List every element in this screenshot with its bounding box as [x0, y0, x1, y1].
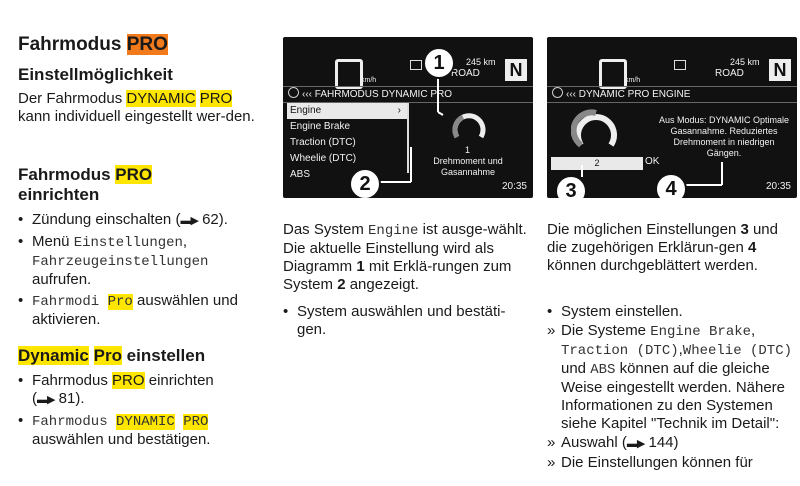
speed-unit: km/h: [361, 77, 377, 84]
display-screen-engine-settings: [547, 37, 797, 198]
subsection-title: Einstellmöglichkeit: [18, 65, 173, 84]
menu-header: ‹‹‹ FAHRMODUS DYNAMIC PRO: [283, 86, 533, 103]
menu-item-traction: Traction (DTC): [290, 137, 356, 148]
result-item: » Die Einstellungen können für: [547, 454, 797, 472]
setup-steps: [18, 211, 268, 329]
speed-unit: km/h: [625, 77, 641, 84]
dynamic-pro-heading: Dynamic Pro einstellen: [18, 346, 206, 365]
range-readout: 245 km: [466, 57, 496, 67]
riding-mode-readout: ROAD: [715, 68, 744, 79]
clock: 20:35: [501, 181, 527, 192]
display-screen-engine-menu: [283, 37, 533, 198]
callout-2: 2: [349, 168, 381, 198]
riding-mode-readout: ROAD: [451, 68, 480, 79]
setup-heading: Fahrmodus PRO einrichten: [18, 165, 153, 204]
system-description: Drehmoment und Gasannahme: [433, 156, 503, 177]
gear-indicator: N: [769, 59, 791, 81]
menu-header: ‹‹‹ DYNAMIC PRO ENGINE: [547, 86, 797, 103]
page-ref-arrow-icon: ▬▶: [626, 438, 645, 450]
page-ref-arrow-icon: ▬▶: [37, 394, 55, 406]
result-item: » Auswahl (▬▶ 144): [547, 434, 797, 453]
intro-paragraph: Der Fahrmodus DYNAMIC PRO kann individuell eingestellt wer-den.: [18, 90, 255, 125]
menu-item-wheelie: Wheelie (DTC): [290, 153, 357, 164]
callout-3: 3: [555, 175, 587, 198]
step-item: • Menü Einstellungen, Fahrzeugeinstellungen aufrufen.: [18, 233, 268, 289]
dynamic-pro-steps: [18, 372, 268, 449]
step-item: • System einstellen.: [547, 303, 797, 321]
settings-paragraph: Die möglichen Einstellungen 3 und die zugehörigen Erklärun-gen 4 können durchgeblättert werden.: [547, 221, 778, 274]
clock: 20:35: [765, 181, 791, 192]
menu-item-abs: ABS: [290, 169, 311, 180]
gauge-value: 1: [465, 145, 471, 155]
callout-4: 4: [655, 173, 687, 198]
step-item: • Fahrmodus DYNAMIC PRO auswählen und bestätigen.: [18, 412, 268, 449]
step-item: • Zündung einschalten (▬▶ 62).: [18, 211, 268, 230]
step-item: • System auswählen und bestäti-gen.: [283, 303, 533, 339]
step-item: • Fahrmodi Pro auswählen und aktivieren.: [18, 292, 268, 329]
ok-label: OK: [645, 156, 660, 167]
menu-item-engine: Engine ›: [287, 103, 407, 119]
setting-explanation: Aus Modus: DYNAMIC Optimale Gasannahme. Reduziertes Drehmoment in niedrigen Gängen.: [658, 115, 790, 158]
callout-1: 1: [423, 47, 455, 79]
setting-selector: 2: [551, 157, 643, 170]
result-item: » Die Systeme Engine Brake, Traction (DTC),Wheelie (DTC) und ABS können auf die gleiche Weise eingestellt werden. Nähere Informationen zu den Systemen siehe Kapitel "Technik im Detail":: [547, 322, 797, 433]
engine-paragraph: Das System Engine ist ausge-wählt. Die aktuelle Einstellung wird als Diagramm 1 mit Erklä-rungen zum System 2 angezeigt.: [283, 221, 527, 293]
page-ref-arrow-icon: ▬▶: [180, 215, 198, 227]
settings-steps: [547, 303, 797, 472]
menu-item-engine-brake: Engine Brake: [290, 121, 351, 132]
gear-indicator: N: [505, 59, 527, 81]
section-title: Fahrmodus PRO: [18, 34, 168, 55]
range-readout: 245 km: [730, 57, 760, 67]
callout-leader-lines: [283, 37, 533, 198]
engine-steps: [283, 303, 533, 339]
step-item: • Fahrmodus PRO einrichten (▬▶ 81).: [18, 372, 268, 409]
